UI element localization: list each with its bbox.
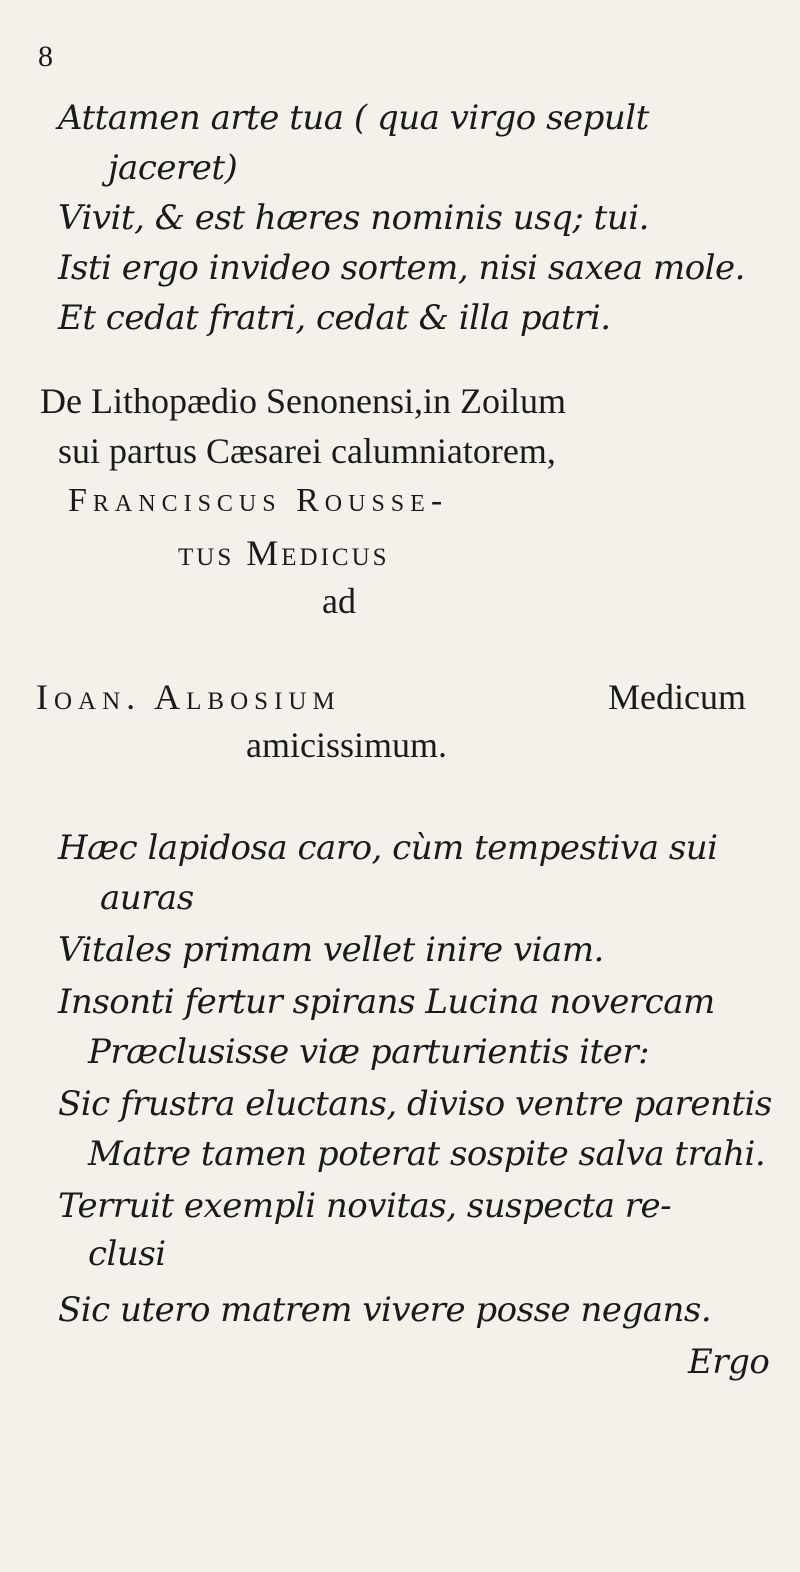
recipient-name: Ioan. Albosium: [36, 677, 341, 717]
verse-line: Sic utero matrem vivere posse negans.: [58, 1290, 712, 1330]
heading-line: De Lithopædio Senonensi,in Zoilum: [40, 381, 566, 421]
verse-line: Insonti fertur spirans Lucina novercam: [58, 982, 715, 1022]
verse-line: Attamen arte tua ( qua virgo sepult: [58, 98, 649, 138]
catchword: Ergo: [688, 1342, 770, 1382]
heading-line: ad: [322, 581, 356, 621]
heading-line: amicissimum.: [246, 725, 447, 765]
verse-line: Et cedat fratri, cedat & illa patri.: [58, 298, 611, 338]
verse-line: Vitales primam vellet inire viam.: [58, 930, 604, 970]
verse-line: Vivit, & est hæres nominis usq; tui.: [58, 198, 649, 238]
verse-line: clusi: [88, 1234, 166, 1274]
verse-line: jaceret): [108, 148, 238, 188]
heading-line: Medicum: [608, 677, 746, 717]
verse-line: Matre tamen poterat sospite salva trahi.: [88, 1134, 766, 1174]
author-name: Franciscus Rousse-: [68, 482, 449, 519]
verse-line: Sic frustra eluctans, diviso ventre parentis: [58, 1084, 772, 1124]
heading-line: tus Medicus: [178, 533, 390, 573]
verse-line: auras: [100, 878, 194, 918]
verse-line: Præclusisse viæ parturientis iter:: [88, 1032, 650, 1072]
page-number: 8: [38, 40, 53, 73]
verse-line: Hæc lapidosa caro, cùm tempestiva sui: [58, 828, 718, 868]
verse-line: Isti ergo invideo sortem, nisi saxea mole.: [58, 248, 745, 288]
verse-line: Terruit exempli novitas, suspecta re-: [58, 1186, 672, 1226]
heading-line: sui partus Cæsarei calumniatorem,: [58, 431, 556, 471]
